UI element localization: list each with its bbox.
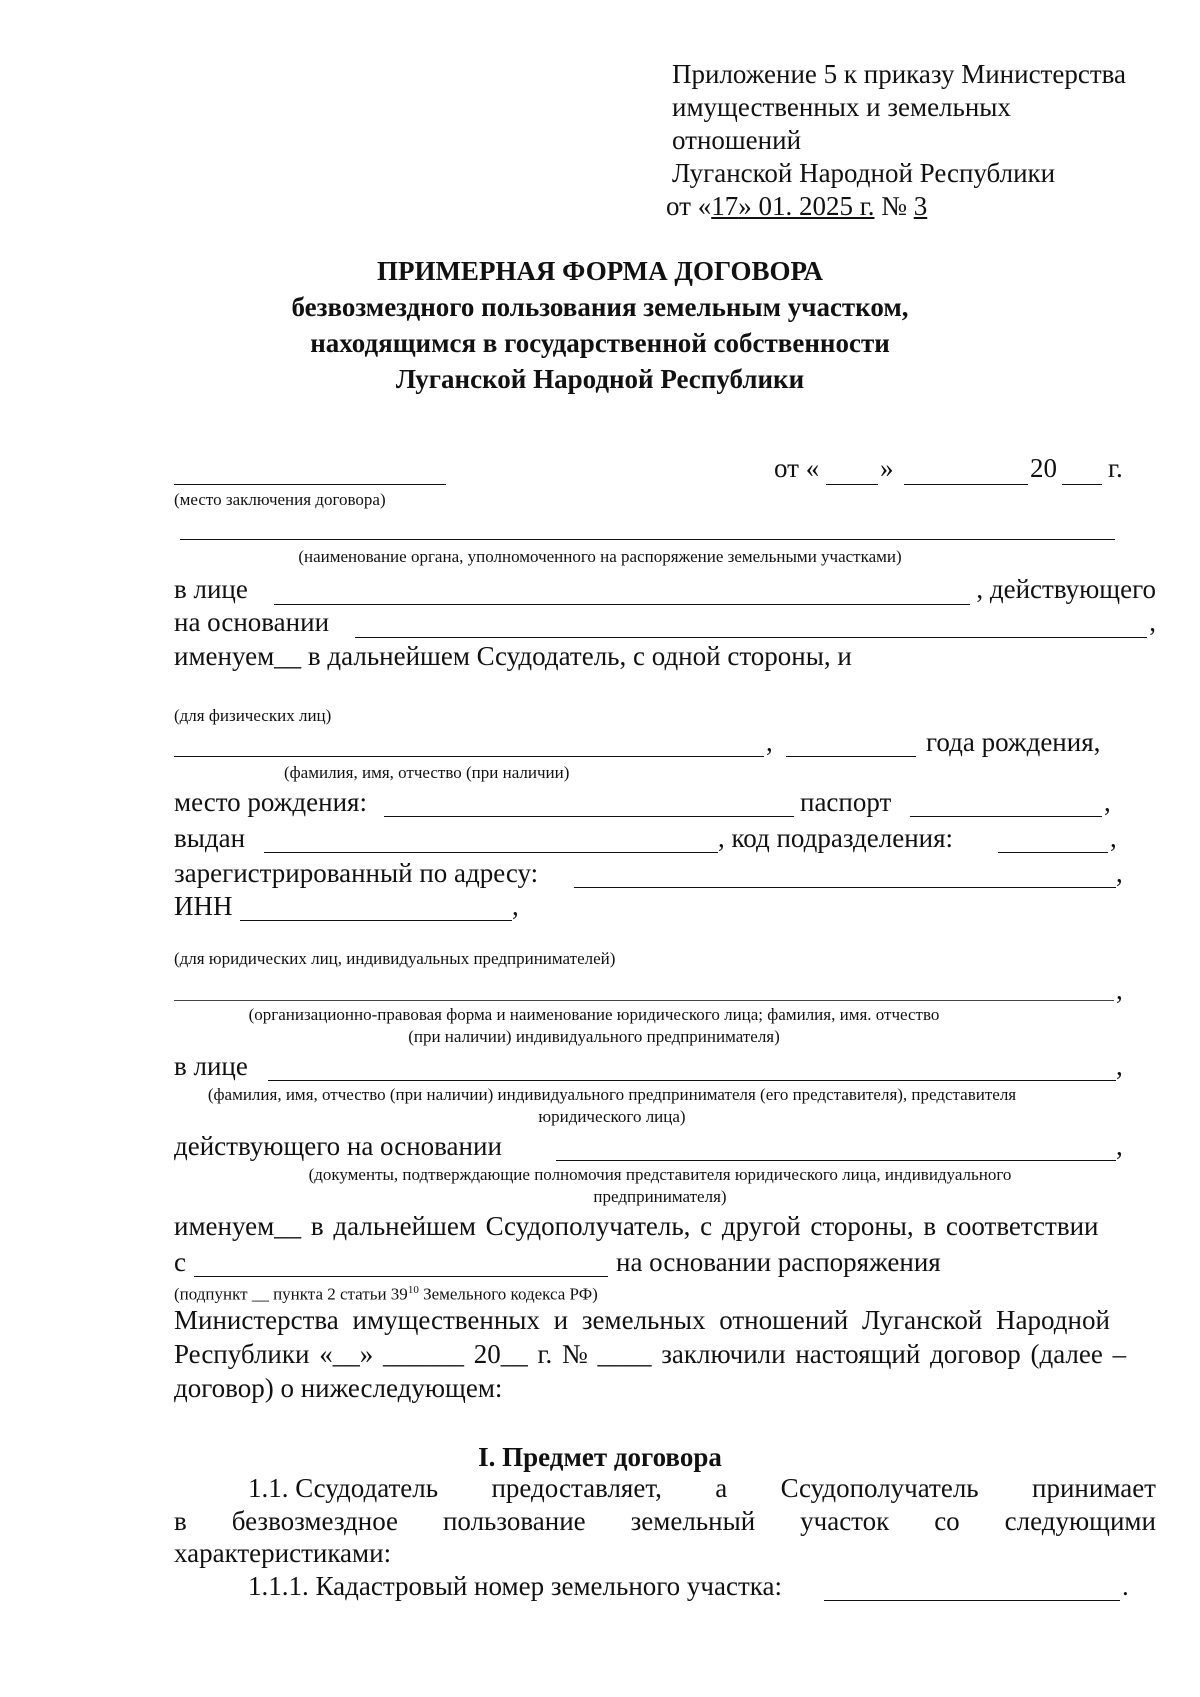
inn-blank[interactable] [240, 920, 512, 921]
date-close-quote: » [880, 453, 894, 483]
inn-comma: , [512, 891, 519, 921]
legal-person-caption-1: (фамилия, имя, отчество (при наличии) индивидуального предпринимателя (его представителя), представителя [207, 1085, 1017, 1104]
lender-named: именуем__ в дальнейшем Ссудодатель, с одной стороны, и [174, 641, 852, 671]
year-prefix: 20 [1030, 453, 1057, 483]
dept-code-blank[interactable] [998, 852, 1108, 853]
passport-comma: , [1104, 787, 1111, 817]
legal-person-caption-2: юридического лица) [538, 1107, 686, 1126]
lender-person-blank[interactable] [274, 578, 971, 605]
legal-org-blank[interactable] [174, 1000, 1114, 1001]
doc-title-line-2: безвозмездного пользования земельным участком, [291, 292, 909, 322]
registered-blank[interactable] [574, 887, 1116, 888]
cadastral-number-blank[interactable] [824, 1600, 1120, 1601]
registered-comma: , [1116, 858, 1123, 888]
month-blank[interactable] [904, 484, 1028, 485]
clause-1-1-line-3: характеристиками: [174, 1538, 392, 1568]
cadastral-number-period: . [1122, 1571, 1129, 1601]
issued-blank[interactable] [264, 852, 718, 853]
ministry-line: Министерства имущественных и земельных отношений Луганской Народной [174, 1305, 1110, 1335]
annex-num-prefix: № [874, 191, 914, 221]
legal-person-comma: , [1116, 1051, 1123, 1081]
legal-person-blank[interactable] [268, 1080, 1116, 1081]
clause-word: со [934, 1506, 960, 1536]
passport-label: паспорт [800, 787, 892, 817]
clause-word: участок [800, 1506, 890, 1536]
annex-date-mid: » 01. 2025 г. [738, 191, 875, 221]
lender-org-blank[interactable] [180, 539, 1115, 540]
dept-code-label: , код подразделения: [718, 823, 954, 853]
registered-label: зарегистрированный по адресу: [174, 858, 539, 888]
legal-org-caption-2: (при наличии) индивидуального предпринимателя) [408, 1027, 780, 1046]
subclause-caption-b: Земельного кодекса РФ) [418, 1284, 598, 1304]
subclause-caption [174, 1279, 598, 1306]
clause-1-1-line-1 [248, 1470, 1156, 1504]
legal-docs-caption-2: предпринимателя) [593, 1187, 727, 1206]
clause-word: безвозмездное [231, 1506, 399, 1536]
clause-word: в [174, 1506, 187, 1536]
subclause-sup: 10 [407, 1284, 419, 1296]
clause-word: земельный [630, 1506, 756, 1536]
borrower-basis-blank[interactable] [194, 1276, 608, 1277]
borrower-basis-order: на основании распоряжения [616, 1247, 941, 1277]
clause-word: Ссудополучатель [780, 1473, 979, 1503]
lender-in-person-label: в лице [174, 574, 248, 604]
year-suffix: г. [1108, 453, 1123, 483]
clause-word: принимает [1032, 1473, 1156, 1503]
legal-basis-blank[interactable] [556, 1160, 1116, 1161]
clause-word: следующими [1004, 1506, 1156, 1536]
passport-blank[interactable] [910, 816, 1102, 817]
place-caption: (место заключения договора) [174, 490, 386, 509]
birth-year-blank[interactable] [786, 756, 916, 757]
legal-in-person-label: в лице [174, 1051, 248, 1081]
individual-name-comma: , [766, 727, 773, 757]
annex-line-4: Луганской Народной Республики [672, 158, 1056, 188]
section-1-heading: I. Предмет договора [478, 1442, 722, 1472]
doc-title-line-4: Луганской Народной Республики [395, 364, 805, 394]
republic-line: Республики «__» ______ 20__ г. № ____ заключили настоящий договор (далее – [174, 1339, 1127, 1369]
clause-word: предоставляет, [491, 1473, 662, 1503]
legal-acting-basis-label: действующего на основании [174, 1131, 502, 1161]
annex-line-3: отношений [672, 125, 802, 155]
lender-acting-label: , действующего [976, 574, 1156, 604]
doc-title-line-1: ПРИМЕРНАЯ ФОРМА ДОГОВОРА [376, 256, 824, 286]
clause-1-1-1-label: 1.1.1. Кадастровый номер земельного участка: [248, 1571, 782, 1601]
annex-line-2: имущественных и земельных [672, 92, 1011, 122]
clause-word: 1.1. Ссудодатель [248, 1473, 439, 1503]
date-from-label: от « [774, 453, 820, 483]
annex-date-value [711, 191, 874, 221]
birthplace-blank[interactable] [384, 816, 794, 817]
birthplace-label: место рождения: [174, 787, 367, 817]
issued-label: выдан [174, 823, 246, 853]
lender-basis-label: на основании [174, 607, 330, 637]
birth-year-label: года рождения, [926, 727, 1101, 757]
legal-caption: (для юридических лиц, индивидуальных предпринимателей) [174, 949, 616, 968]
legal-basis-comma: , [1116, 1131, 1123, 1161]
borrower-named: именуем__ в дальнейшем Ссудополучатель, с другой стороны, в соответствии [174, 1211, 1099, 1241]
annex-date-prefix: от « [666, 191, 712, 221]
lender-person-row [174, 571, 1156, 605]
individual-name-blank[interactable] [174, 756, 764, 757]
legal-org-caption-1: (организационно-правовая форма и наименование юридического лица; фамилия, имя. отчество [248, 1005, 940, 1024]
subclause-caption-a: (подпункт __ пункта 2 статьи 39 [174, 1284, 408, 1304]
annex-date [666, 190, 927, 222]
lender-basis-blank[interactable] [355, 611, 1147, 638]
place-blank[interactable] [174, 484, 446, 485]
following-line: договор) о нижеследующем: [174, 1373, 503, 1403]
annex-line-1: Приложение 5 к приказу Министерства [672, 59, 1127, 89]
individual-caption: (для физических лиц) [174, 706, 332, 725]
legal-org-comma: , [1116, 975, 1123, 1005]
legal-docs-caption-1: (документы, подтверждающие полномочия представителя юридического лица, индивидуального [308, 1165, 1012, 1184]
doc-title-line-3: находящимся в государственной собственности [310, 328, 890, 358]
annex-date-day: 17 [711, 191, 739, 221]
borrower-with-label: с [174, 1247, 186, 1277]
inn-label: ИНН [174, 891, 233, 921]
clause-word: а [715, 1473, 728, 1503]
lender-basis-row [174, 604, 1156, 638]
year-blank[interactable] [1062, 484, 1102, 485]
lender-basis-comma: , [1149, 607, 1156, 637]
individual-name-caption: (фамилия, имя, отчество (при наличии) [284, 763, 570, 782]
annex-num: 3 [913, 191, 928, 221]
lender-org-caption: (наименование органа, уполномоченного на распоряжение земельными участками) [298, 547, 902, 566]
dept-code-comma: , [1110, 823, 1117, 853]
clause-word: пользование [442, 1506, 586, 1536]
day-blank[interactable] [826, 484, 878, 485]
clause-1-1-line-2 [174, 1503, 1156, 1537]
